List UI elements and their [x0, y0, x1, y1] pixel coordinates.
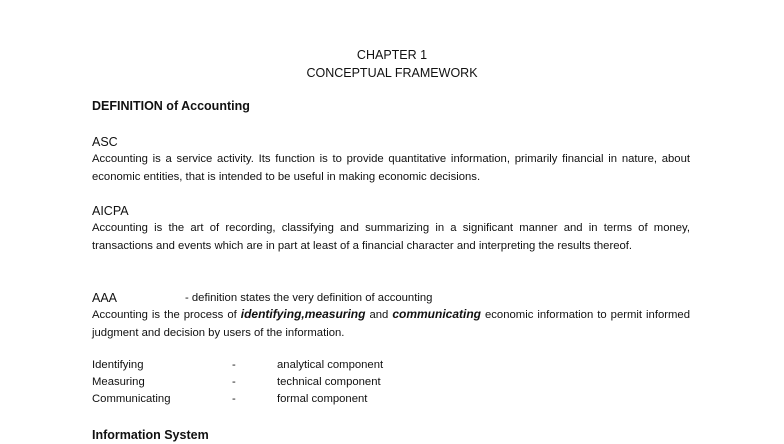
chapter-title: CONCEPTUAL FRAMEWORK: [306, 66, 478, 80]
component-name: Identifying: [92, 359, 144, 371]
aaa-term-identifying: identifying: [240, 307, 302, 321]
aaa-term-communicating: communicating: [392, 307, 481, 321]
aaa-term-measuring: measuring: [304, 307, 366, 321]
component-name: Communicating: [92, 393, 171, 405]
aaa-label: AAA: [92, 291, 118, 305]
component-dash: -: [232, 393, 236, 405]
aicpa-definition: Accounting is the art of recording, classifying and summarizing in a significant manner and in terms of money, transactions and events which are in part at least of a financial character and interpreting the results thereof.: [92, 222, 690, 252]
component-type: analytical component: [277, 359, 384, 371]
component-dash: -: [232, 359, 236, 371]
aaa-text-3: economic information to permit informed judgment and decision by users of the information.: [92, 309, 690, 339]
asc-label: ASC: [92, 135, 118, 149]
information-system-heading: Information System: [92, 428, 209, 442]
component-row: [92, 374, 692, 391]
component-row: [92, 391, 692, 408]
aaa-note: - definition states the very definition of accounting: [185, 292, 433, 304]
definition-heading: DEFINITION of Accounting: [92, 99, 250, 113]
component-type: formal component: [277, 393, 368, 405]
component-row: [92, 357, 692, 374]
component-name: Measuring: [92, 376, 145, 388]
component-type: technical component: [277, 376, 381, 388]
aicpa-label: AICPA: [92, 204, 129, 218]
aaa-text-2: and: [365, 309, 393, 321]
aaa-term-separator: ,: [301, 307, 305, 321]
aaa-definition: [92, 306, 690, 342]
component-dash: -: [232, 376, 236, 388]
chapter-number: CHAPTER 1: [356, 48, 428, 62]
asc-definition: Accounting is a service activity. Its function is to provide quantitative information, primarily financial in nature, about economic entities, that is intended to be useful in making economic decisions.: [92, 153, 690, 183]
aaa-text-1: Accounting is the process of: [92, 309, 241, 321]
